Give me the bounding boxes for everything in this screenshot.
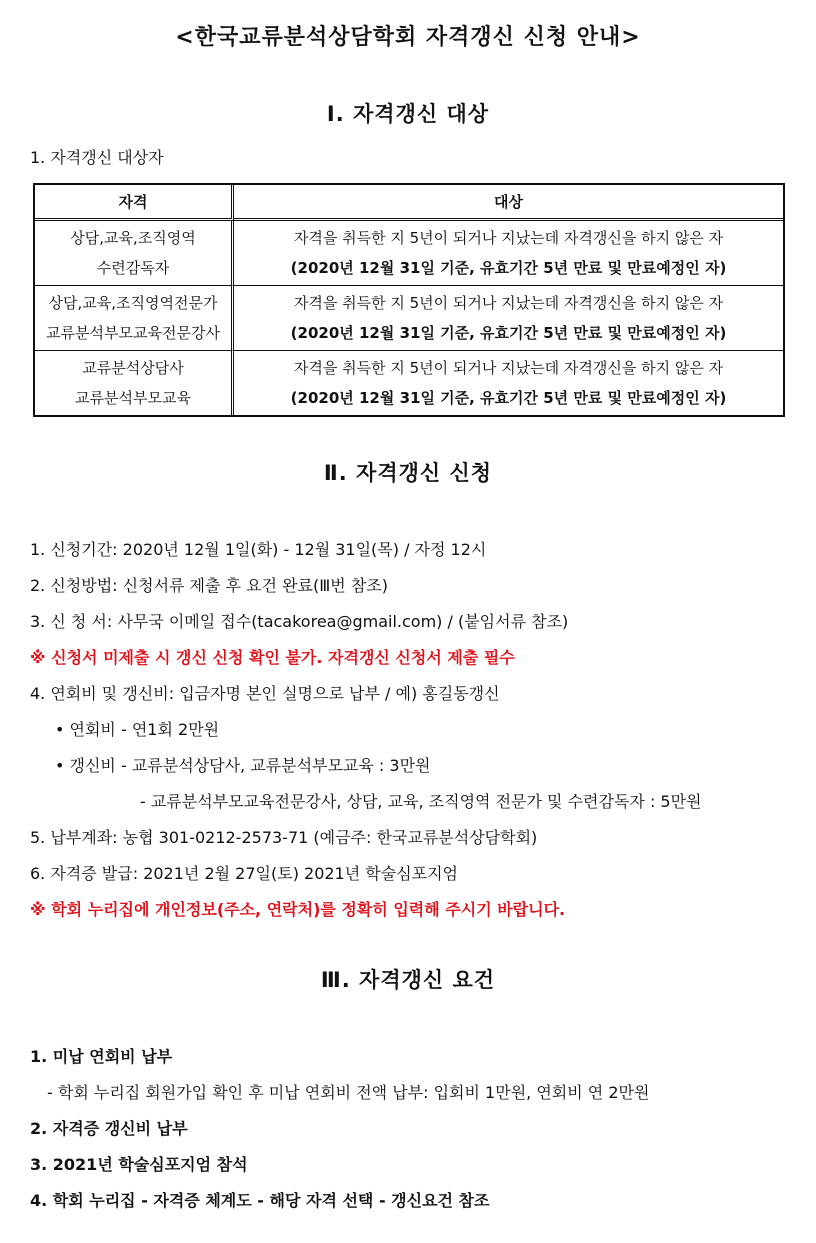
qualification-line: 상담,교육,조직영역 bbox=[70, 229, 196, 247]
qualification-line: 수련감독자 bbox=[96, 259, 170, 277]
fee-payment: 4. 연회비 및 갱신비: 입금자명 본인 실명으로 납부 / 예) 홍길동갱신 bbox=[30, 684, 500, 703]
qualification-line: 교류분석부모교육 bbox=[75, 389, 191, 407]
annual-fee-item: • 연회비 - 연1회 2만원 bbox=[55, 720, 220, 739]
target-text: 자격을 취득한 지 5년이 되거나 지났는데 자격갱신을 하지 않은 자 bbox=[293, 294, 724, 312]
personal-info-notice: ※ 학회 누리집에 개인정보(주소, 연락처)를 정확히 입력해 주시기 바랍니다. bbox=[30, 900, 566, 919]
section-1-heading: Ⅰ. 자격갱신 대상 bbox=[326, 102, 490, 126]
requirement-2: 2. 자격증 갱신비 납부 bbox=[30, 1119, 188, 1138]
section-1-subheading: 1. 자격갱신 대상자 bbox=[30, 148, 164, 167]
section-3-heading: Ⅲ. 자격갱신 요건 bbox=[320, 968, 496, 992]
application-form: 3. 신 청 서: 사무국 이메일 접수(tacakorea@gmail.com) / (붙임서류 참조) bbox=[30, 612, 569, 631]
target-note: (2020년 12월 31일 기준, 유효기간 5년 만료 및 만료예정인 자) bbox=[290, 324, 727, 342]
target-cell bbox=[234, 286, 783, 351]
target-note: (2020년 12월 31일 기준, 유효기간 5년 만료 및 만료예정인 자) bbox=[290, 259, 727, 277]
qualification-cell bbox=[35, 351, 234, 415]
qualification-line: 교류분석상담사 bbox=[82, 359, 184, 377]
column-header-target: 대상 bbox=[234, 185, 783, 221]
form-required-notice: ※ 신청서 미제출 시 갱신 신청 확인 불가. 자격갱신 신청서 제출 필수 bbox=[30, 648, 515, 667]
table-row bbox=[35, 221, 783, 286]
requirement-1-detail: - 학회 누리집 회원가입 확인 후 미납 연회비 전액 납부: 입회비 1만원, 연회비 연 2만원 bbox=[47, 1083, 650, 1102]
renewal-fee-item-2: - 교류분석부모교육전문강사, 상담, 교육, 조직영역 전문가 및 수련감독자 : 5만원 bbox=[140, 792, 702, 811]
page-title: <한국교류분석상담학회 자격갱신 신청 안내> bbox=[175, 25, 641, 50]
target-cell bbox=[234, 351, 783, 415]
requirement-3: 3. 2021년 학술심포지엄 참석 bbox=[30, 1155, 248, 1174]
qualification-cell bbox=[35, 286, 234, 351]
table-row bbox=[35, 351, 783, 415]
target-note: (2020년 12월 31일 기준, 유효기간 5년 만료 및 만료예정인 자) bbox=[290, 389, 727, 407]
application-method: 2. 신청방법: 신청서류 제출 후 요건 완료(Ⅲ번 참조) bbox=[30, 576, 388, 595]
section-2-heading: Ⅱ. 자격갱신 신청 bbox=[323, 461, 493, 485]
eligibility-table bbox=[33, 183, 785, 417]
certificate-issue: 6. 자격증 발급: 2021년 2월 27일(토) 2021년 학술심포지엄 bbox=[30, 864, 459, 883]
target-text: 자격을 취득한 지 5년이 되거나 지났는데 자격갱신을 하지 않은 자 bbox=[293, 229, 724, 247]
payment-account: 5. 납부계좌: 농협 301-0212-2573-71 (예금주: 한국교류분석상담학회) bbox=[30, 828, 538, 847]
application-period: 1. 신청기간: 2020년 12월 1일(화) - 12월 31일(목) / 자정 12시 bbox=[30, 540, 487, 559]
requirement-4: 4. 학회 누리집 - 자격증 체계도 - 해당 자격 선택 - 갱신요건 참조 bbox=[30, 1191, 490, 1210]
table-header-row bbox=[35, 185, 783, 221]
target-text: 자격을 취득한 지 5년이 되거나 지났는데 자격갱신을 하지 않은 자 bbox=[293, 359, 724, 377]
table-row bbox=[35, 286, 783, 351]
target-cell bbox=[234, 221, 783, 286]
renewal-fee-item: • 갱신비 - 교류분석상담사, 교류분석부모교육 : 3만원 bbox=[55, 756, 431, 775]
qualification-line: 상담,교육,조직영역전문가 bbox=[48, 294, 218, 312]
requirement-1: 1. 미납 연회비 납부 bbox=[30, 1047, 173, 1066]
qualification-line: 교류분석부모교육전문강사 bbox=[46, 324, 220, 342]
column-header-qualification: 자격 bbox=[35, 185, 234, 221]
qualification-cell bbox=[35, 221, 234, 286]
